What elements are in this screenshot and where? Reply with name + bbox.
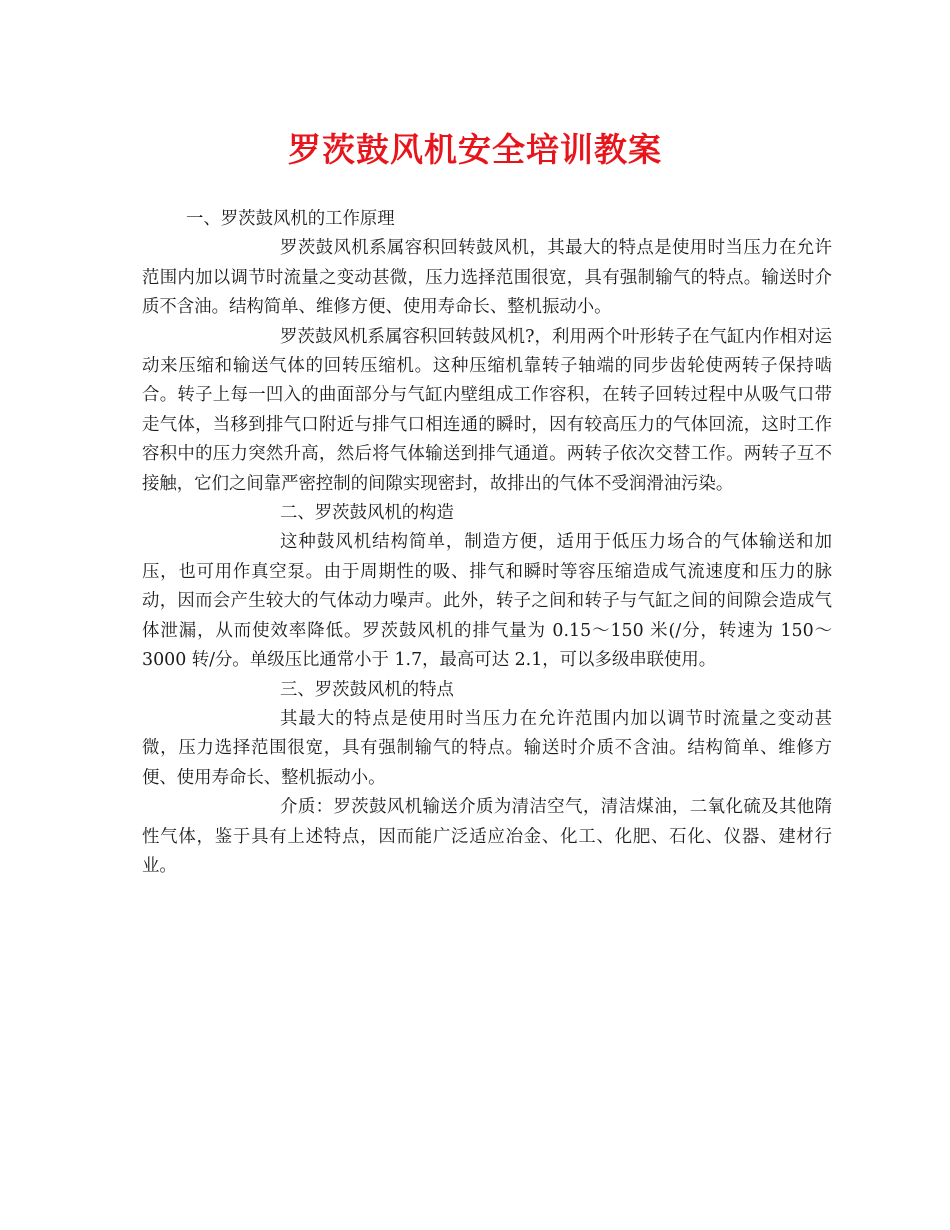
paragraph-features: 其最大的特点是使用时当压力在允许范围内加以调节时流量之变动甚微，压力选择范围很宽，具有强制输气的特点。输送时介质不含油。结构简单、维修方便、使用寿命长、整机振动小。 (142, 708, 832, 788)
paragraph-medium: 介质：罗茨鼓风机输送介质为清洁空气，清洁煤油，二氧化硫及其他隋性气体，鉴于具有上述特点，因而能广泛适应冶金、化工、化肥、石化、仪器、建材行业。 (142, 797, 832, 876)
section-heading-features: 三、罗茨鼓风机的特点 (280, 679, 454, 700)
paragraph-principle-intro: 罗茨鼓风机系属容积回转鼓风机，其最大的特点是使用时当压力在允许范围内加以调节时流量之变动甚微，压力选择范围很宽，具有强制输气的特点。输送时介质不含油。结构简单、维修方便、使用寿命长、整机振动小。 (142, 238, 832, 318)
section-heading-structure: 二、罗茨鼓风机的构造 (280, 503, 454, 524)
paragraph-principle-detail: 罗茨鼓风机系属容积回转鼓风机?，利用两个叶形转子在气缸内作相对运动来压缩和输送气体的回转压缩机。这种压缩机靠转子轴端的同步齿轮使两转子保持啮合。转子上每一凹入的曲面部分与气缸内壁组成工作容积，在转子回转过程中从吸气口带走气体，当移到排气口附近与排气口相连通的瞬时，因有较高压力的气体回流，这时工作容积中的压力突然升高，然后将气体输送到排气通道。两转子依次交替工作。两转子互不接触，它们之间靠严密控制的间隙实现密封，故排出的气体不受润滑油污染。 (142, 326, 832, 494)
section-heading-principle: 一、罗茨鼓风机的工作原理 (186, 209, 395, 229)
document-title: 罗茨鼓风机安全培训教案 (288, 130, 662, 169)
document-body (142, 205, 832, 881)
paragraph-structure: 这种鼓风机结构简单，制造方便，适用于低压力场合的气体输送和加压，也可用作真空泵。由于周期性的吸、排气和瞬时等容压缩造成气流速度和压力的脉动，因而会产生较大的气体动力噪声。此外，转子之间和转子与气缸之间的间隙会造成气体泄漏，从而使效率降低。罗茨鼓风机的排气量为 0.15～150 米(/分，转速为 150～3000 转/分。单级压比通常小于 1.7，最高可达 2.1，可以多级串联使用。 (142, 532, 832, 671)
